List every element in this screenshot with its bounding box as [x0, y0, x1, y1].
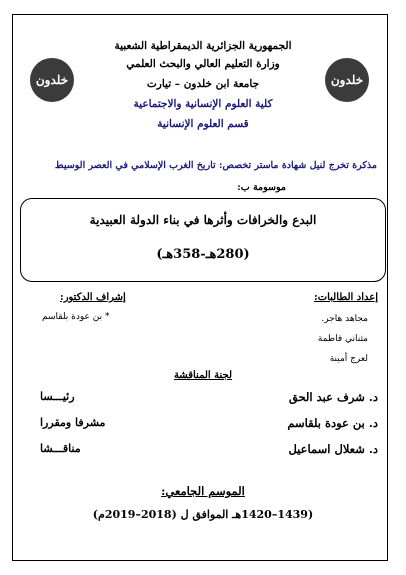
students-label: إعداد الطالبات:	[314, 292, 378, 303]
academic-year-value: (1439–1420هـ الموافق ل (2018–2019م)	[92, 508, 314, 521]
student-name-2: مثناني فاطمة	[317, 334, 368, 344]
thesis-title-box	[20, 198, 386, 282]
thesis-title: البدع والخرافات وأثرها في بناء الدولة العبيدية	[89, 213, 317, 227]
specialization-line: مذكرة تخرج لنيل شهادة ماستر تخصص: تاريخ الغرب الإسلامي في العصر الوسيط	[54, 160, 377, 171]
student-name-3: لعرج أمينة	[329, 354, 368, 364]
jury-member-name-2: د. بن عودة بلقاسم	[287, 416, 378, 430]
jury-member-role-3: مناقـــشا	[40, 442, 81, 455]
jury-label: لجنة المناقشة	[173, 370, 233, 381]
jury-member-role-1: رئيـــسا	[40, 390, 75, 403]
ministry-line: وزارة التعليم العالي والبحث العلمي	[126, 58, 280, 70]
jury-member-role-2: مشرفا ومقررا	[40, 416, 106, 429]
jury-member-name-3: د. شعلال اسماعيل	[288, 442, 378, 456]
jury-member-name-1: د. شرف عبد الحق	[288, 390, 378, 404]
republic-line: الجمهورية الجزائرية الديمقراطية الشعبية	[114, 40, 292, 52]
faculty-line: كلية العلوم الإنسانية والاجتماعية	[133, 98, 273, 110]
logo-text-right: خلدون	[330, 73, 364, 87]
thesis-period: (280هـ-358هـ)	[156, 247, 250, 262]
titled-label: موسومة ب:	[237, 182, 286, 193]
logo-text-left: خلدون	[35, 73, 69, 87]
department-line: قسم العلوم الإنسانية	[157, 118, 249, 130]
supervisor-name: * بن عودة بلقاسم	[42, 312, 110, 322]
supervisor-label: إشراف الدكتور:	[60, 292, 126, 303]
university-line: جامعة ابن خلدون – تيارت	[146, 78, 260, 90]
academic-year-label: الموسم الجامعي:	[161, 484, 245, 498]
student-name-1: مجاهد هاجر.	[321, 314, 368, 324]
